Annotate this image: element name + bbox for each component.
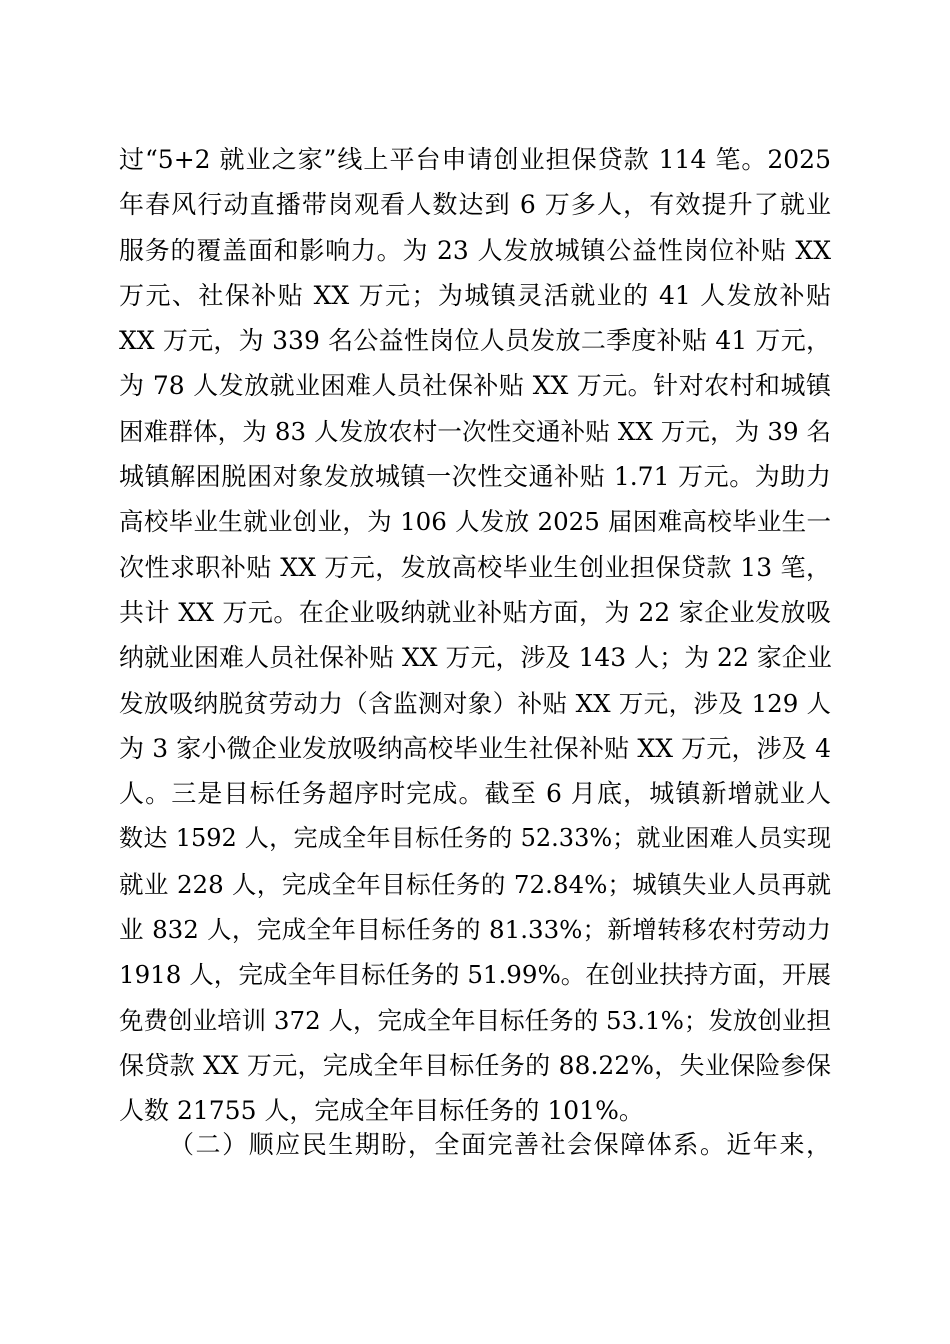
text-line: 就业 228 人，完成全年目标任务的 72.84%；城镇失业人员再就 xyxy=(119,869,831,899)
text-line: 万元、社保补贴 XX 万元；为城镇灵活就业的 41 人发放补贴 xyxy=(119,280,831,310)
text-line: 过“5+2 就业之家”线上平台申请创业担保贷款 114 笔。2025 xyxy=(119,145,831,174)
text-line: 人。三是目标任务超序时完成。截至 6 月底，城镇新增就业人 xyxy=(119,779,831,809)
text-line: 困难群体，为 83 人发放农村一次性交通补贴 XX 万元，为 39 名 xyxy=(119,416,831,446)
text-line: 业 832 人，完成全年目标任务的 81.33%；新增转移农村劳动力 xyxy=(119,915,831,945)
text-line: 为 3 家小微企业发放吸纳高校毕业生社保补贴 XX 万元，涉及 4 xyxy=(119,733,831,763)
text-line: 次性求职补贴 XX 万元，发放高校毕业生创业担保贷款 13 笔， xyxy=(119,552,831,582)
text-line: 数达 1592 人，完成全年目标任务的 52.33%；就业困难人员实现 xyxy=(119,824,831,853)
text-line: XX 万元，为 339 名公益性岗位人员发放二季度补贴 41 万元， xyxy=(119,326,831,356)
text-line: 1918 人，完成全年目标任务的 51.99%。在创业扶持方面，开展 xyxy=(119,960,831,990)
text-line: 高校毕业生就业创业，为 106 人发放 2025 届困难高校毕业生一 xyxy=(119,507,831,537)
text-line: 为 78 人发放就业困难人员社保补贴 XX 万元。针对农村和城镇 xyxy=(119,371,831,401)
text-line: 人数 21755 人，完成全年目标任务的 101%。 xyxy=(119,1096,644,1126)
text-line: 服务的覆盖面和影响力。为 23 人发放城镇公益性岗位补贴 XX xyxy=(119,235,831,265)
text-line: 保贷款 XX 万元，完成全年目标任务的 88.22%，失业保险参保 xyxy=(119,1050,831,1080)
body-paragraph xyxy=(119,137,831,1134)
text-line: 免费创业培训 372 人，完成全年目标任务的 53.1%；发放创业担 xyxy=(119,1005,831,1035)
text-line: 发放吸纳脱贫劳动力（含监测对象）补贴 XX 万元，涉及 129 人 xyxy=(119,688,831,718)
text-line: 城镇解困脱困对象发放城镇一次性交通补贴 1.71 万元。为助力 xyxy=(119,462,831,492)
text-line: 年春风行动直播带岗观看人数达到 6 万多人，有效提升了就业 xyxy=(119,190,831,220)
text-line: 纳就业困难人员社保补贴 XX 万元，涉及 143 人；为 22 家企业 xyxy=(119,643,832,673)
text-line: 共计 XX 万元。在企业吸纳就业补贴方面，为 22 家企业发放吸 xyxy=(119,597,831,627)
section-heading: （二）顺应民生期盼，全面完善社会保障体系。近年来， xyxy=(169,1130,831,1159)
